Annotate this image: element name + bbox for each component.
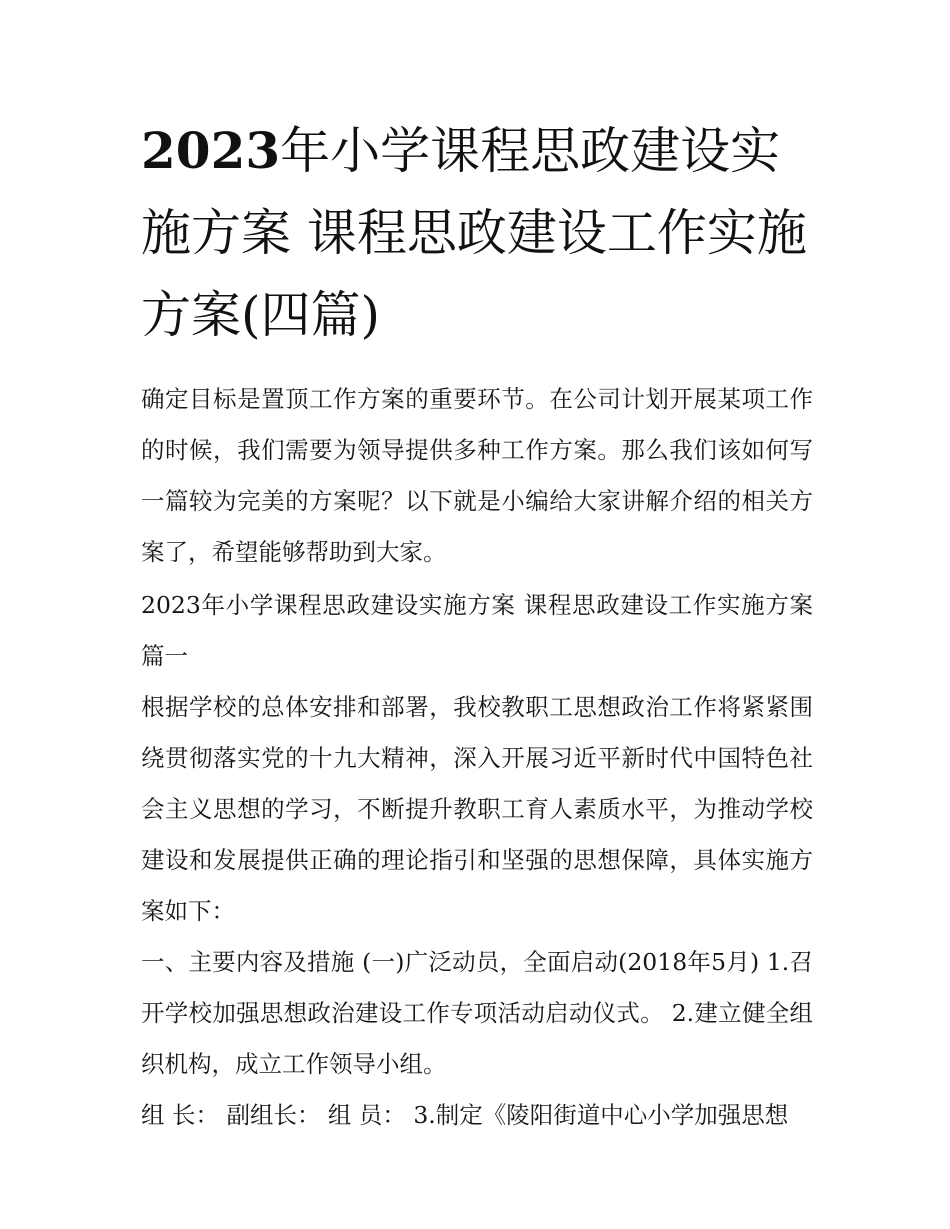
document-content: [141, 110, 813, 1141]
body-paragraph: 根据学校的总体安排和部署，我校教职工思想政治工作将紧紧围绕贯彻落实党的十九大精神，深入开展习近平新时代中国特色社会主义思想的学习，不断提升教职工育人素质水平，为推动学校建设和发展提供正确的理论指引和坚强的思想保障，具体实施方案如下：: [141, 693, 813, 925]
document-title: [141, 110, 813, 356]
section-heading: 2023年小学课程思政建设实施方案 课程思政建设工作实施方案篇一: [141, 591, 813, 670]
group-members-paragraph: 组 长： 副组长： 组 员： 3.制定《陵阳街道中心小学加强思想: [141, 1101, 789, 1129]
measures-paragraph: 一、主要内容及措施 (一)广泛动员，全面启动(2018年5月) 1.召开学校加强思想政治建设工作专项活动启动仪式。 2.建立健全组织机构，成立工作领导小组。: [141, 948, 813, 1078]
document-body: [141, 374, 813, 1141]
intro-paragraph: 确定目标是置顶工作方案的重要环节。在公司计划开展某项工作的时候，我们需要为领导提供多种工作方案。那么我们该如何写一篇较为完美的方案呢？以下就是小编给大家讲解介绍的相关方案了，希望能够帮助到大家。: [141, 385, 813, 566]
title-text: 年小学课程思政建设实施方案 课程思政建设工作实施方案(四篇): [141, 122, 807, 344]
title-year: 2023: [141, 121, 281, 180]
